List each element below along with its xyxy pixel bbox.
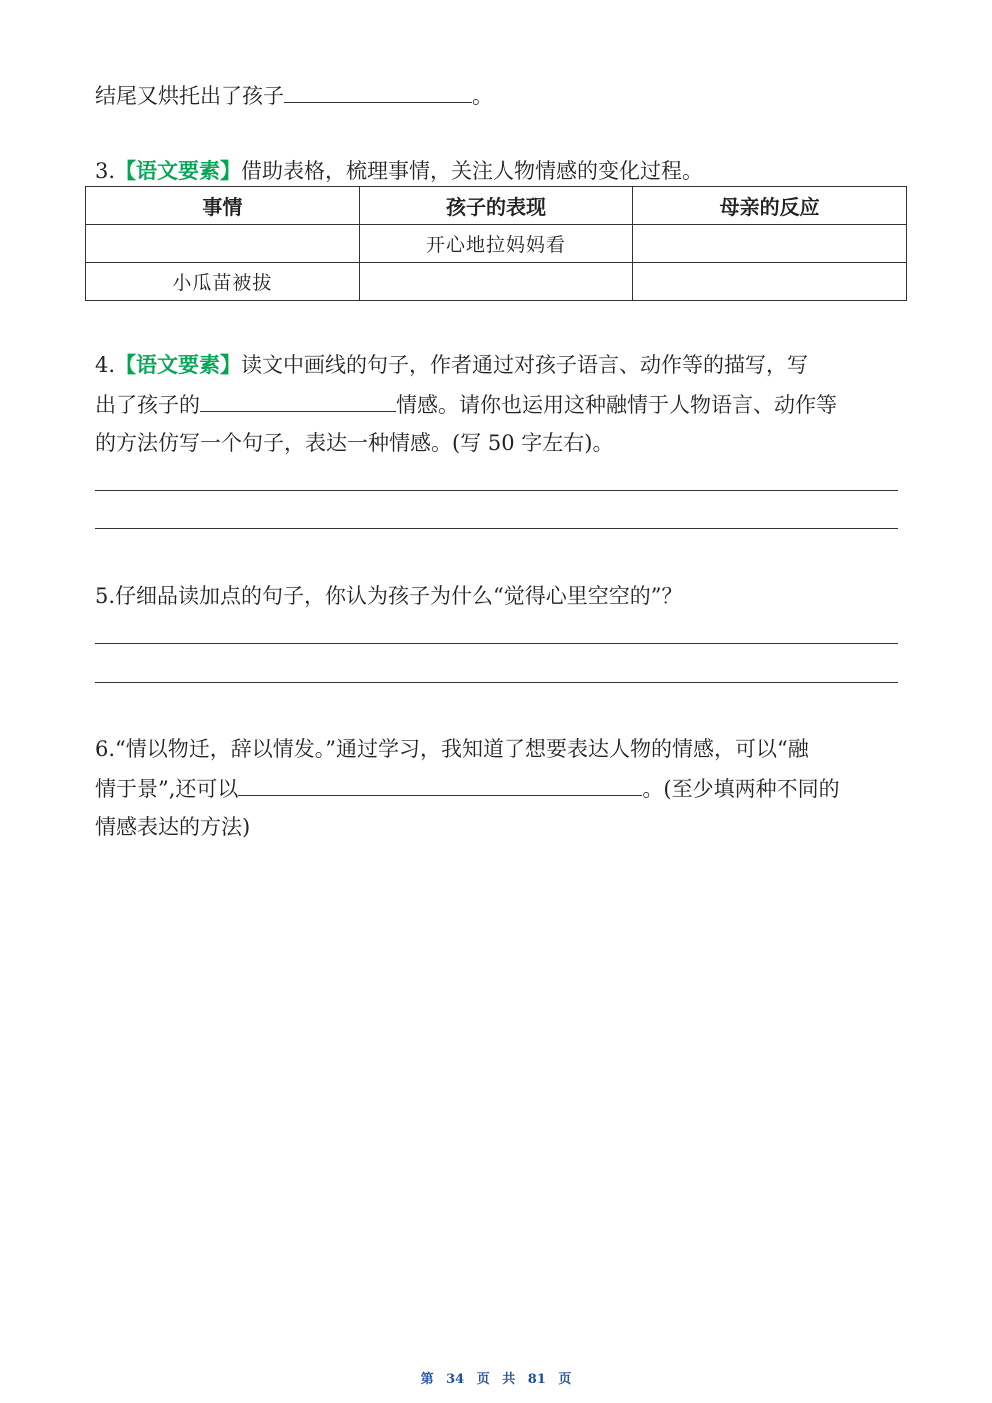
q4-text: 出了孩子的 [95, 393, 200, 417]
q6-text: 。(至少填两种不同的 [642, 777, 840, 801]
tag-bracket-close: 】 [220, 353, 242, 377]
q4-tag [115, 353, 241, 377]
table-cell[interactable]: 开心地拉妈妈看 [359, 225, 633, 263]
q4-text: 情感。请你也运用这种融情于人物语言、动作等 [396, 393, 837, 417]
q5-answer-line[interactable] [95, 682, 898, 683]
tag-bracket-close: 】 [220, 159, 242, 183]
table-header-row [86, 187, 907, 225]
header-event: 事情 [86, 187, 360, 225]
table-cell[interactable] [633, 225, 907, 263]
q3-prompt [95, 158, 703, 184]
intro-line [95, 82, 493, 109]
q4-answer-line[interactable] [95, 528, 898, 529]
table-row [86, 225, 907, 263]
q4-number: 4. [95, 353, 116, 377]
q4-line3 [95, 430, 613, 456]
q6-line1 [95, 736, 809, 762]
page-footer: 第 34 页 共 81 页 [420, 1372, 572, 1387]
table-row [86, 263, 907, 301]
intro-text: 结尾又烘托出了孩子 [95, 84, 284, 108]
q3-number: 3. [95, 159, 116, 183]
q5-line [95, 583, 683, 609]
table-cell[interactable] [633, 263, 907, 301]
q5-text: 5.仔细品读加点的句子，你认为孩子为什么“觉得心里空空的”？ [95, 584, 683, 608]
q4-line1 [95, 352, 808, 378]
table-cell[interactable] [86, 225, 360, 263]
q6-text: 情于景”,还可以 [95, 777, 239, 801]
tag-bracket-open: 【 [115, 353, 137, 377]
q4-blank[interactable] [200, 391, 396, 412]
q6-text: 6.“情以物迁，辞以情发。”通过学习，我知道了想要表达人物的情感，可以“融 [95, 737, 809, 761]
table-cell[interactable] [359, 263, 633, 301]
q3-text: 借助表格，梳理事情，关注人物情感的变化过程。 [241, 159, 704, 183]
intro-blank[interactable] [284, 82, 472, 103]
q6-blank[interactable] [238, 775, 642, 796]
intro-end: 。 [472, 84, 493, 108]
header-mother: 母亲的反应 [633, 187, 907, 225]
tag-bracket-open: 【 [115, 159, 137, 183]
q5-answer-line[interactable] [95, 643, 898, 644]
table-cell[interactable]: 小瓜苗被拔 [86, 263, 360, 301]
tag-label: 语文要素 [136, 353, 221, 377]
q6-line2 [95, 775, 840, 802]
q4-text: 的方法仿写一个句子，表达一种情感。(写 50 字左右)。 [95, 431, 614, 455]
q6-line3 [95, 814, 250, 840]
q4-answer-line[interactable] [95, 490, 898, 491]
q3-table [85, 186, 907, 301]
q6-text: 情感表达的方法) [95, 815, 251, 839]
tag-label: 语文要素 [136, 159, 221, 183]
header-child: 孩子的表现 [359, 187, 633, 225]
q3-tag [115, 159, 241, 183]
q4-text: 读文中画线的句子，作者通过对孩子语言、动作等的描写，写 [241, 353, 809, 377]
q4-line2 [95, 391, 837, 418]
